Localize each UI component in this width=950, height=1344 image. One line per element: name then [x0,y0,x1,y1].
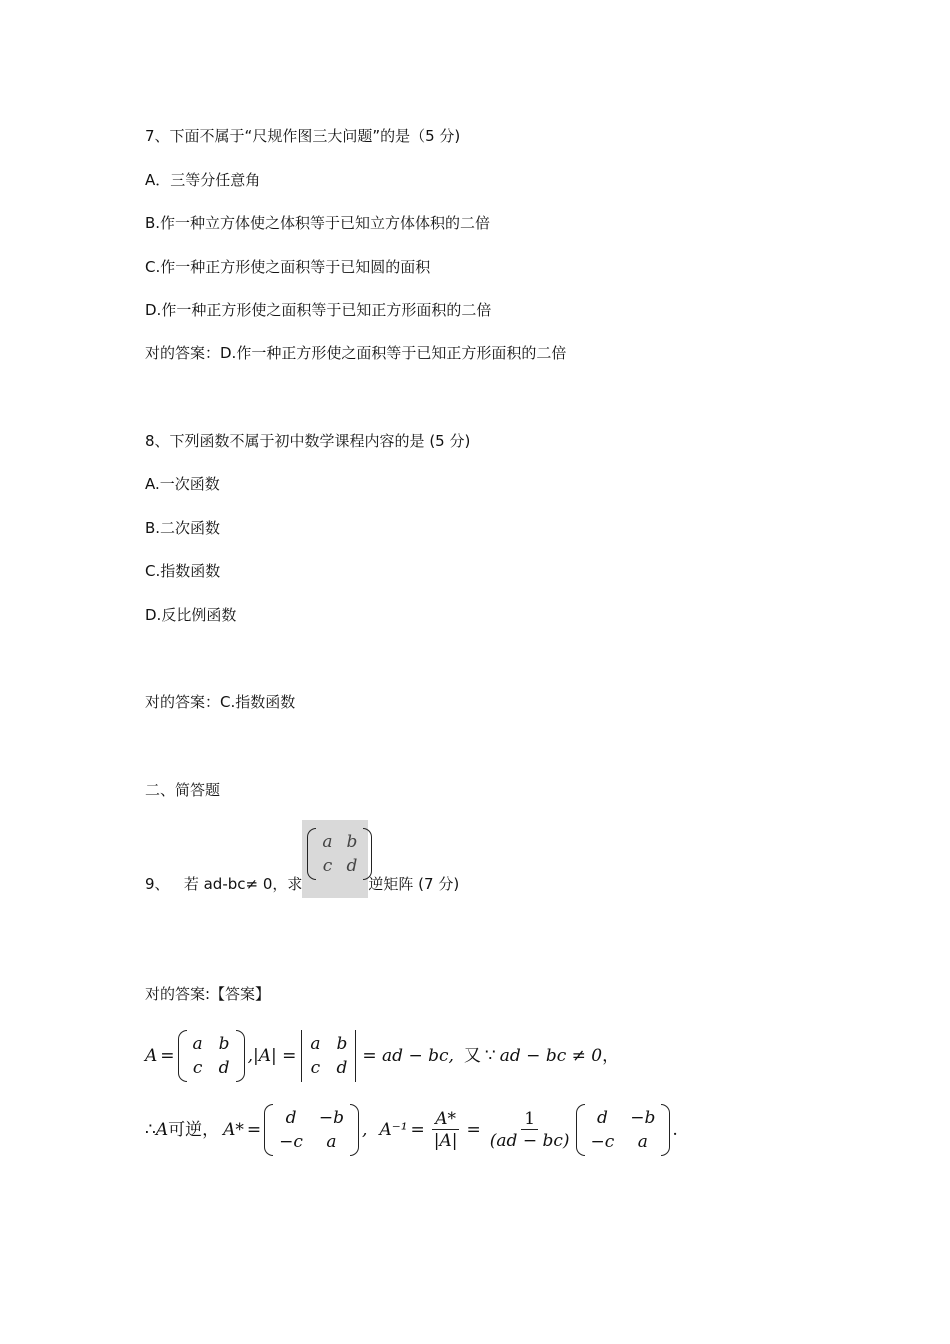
q8-question: 8、下列函数不属于初中数学课程内容的是 (5 分) [145,432,471,450]
q8-option-c: C.指数函数 [145,562,221,580]
q8-answer: 对的答案：C.指数函数 [145,693,296,711]
adjugate-matrix-2: d −b −c a [576,1104,671,1156]
determinant-A: a b c d [299,1030,358,1082]
adjugate-matrix: d −b −c a [264,1104,359,1156]
q8-option-b: B.二次函数 [145,519,221,537]
section-title: 二、简答题 [145,781,221,799]
q8-option-d: D.反比例函数 [145,606,237,624]
q7-question: 7、下面不属于“尺规作图三大问题”的是（5 分) [145,127,461,145]
q9-question [145,820,459,898]
fraction-adj-over-det: $\frac{A*}{|A|}$ [433,1108,458,1151]
formula-line-2: ∴ A 可逆， A* = d −b −c a , A⁻¹ = $\frac{A*}{|A|}$ = $\frac{1}{(ad - bc)}$ d −b −c a . [145,1100,678,1160]
q9-answer-label: 对的答案:【答案】 [145,985,271,1003]
q9-prefix: 9、 若 ad-bc≠ 0，求 [145,875,303,893]
matrix-abcd: a b c d [307,828,372,880]
formula-line-1: A = a b c d ,|A| = a b c d = ad − bc, 又 ∵ ad − bc ≠ 0 ， [145,1028,619,1084]
q7-option-d: D.作一种正方形使之面积等于已知正方形面积的二倍 [145,301,492,319]
q7-answer: 对的答案：D.作一种正方形使之面积等于已知正方形面积的二倍 [145,344,567,362]
q9-suffix: 逆矩阵 (7 分) [368,875,460,893]
q7-option-c: C.作一种正方形使之面积等于已知圆的面积 [145,258,431,276]
q8-option-a: A.一次函数 [145,475,220,493]
fraction-one-over-det: $\frac{1}{(ad - bc)}$ [489,1108,570,1151]
matrix-A: a b c d [178,1030,245,1082]
q7-option-a: A．三等分任意角 [145,171,261,189]
q7-option-b: B.作一种立方体使之体积等于已知立方体体积的二倍 [145,214,491,232]
matrix-image [302,820,368,898]
